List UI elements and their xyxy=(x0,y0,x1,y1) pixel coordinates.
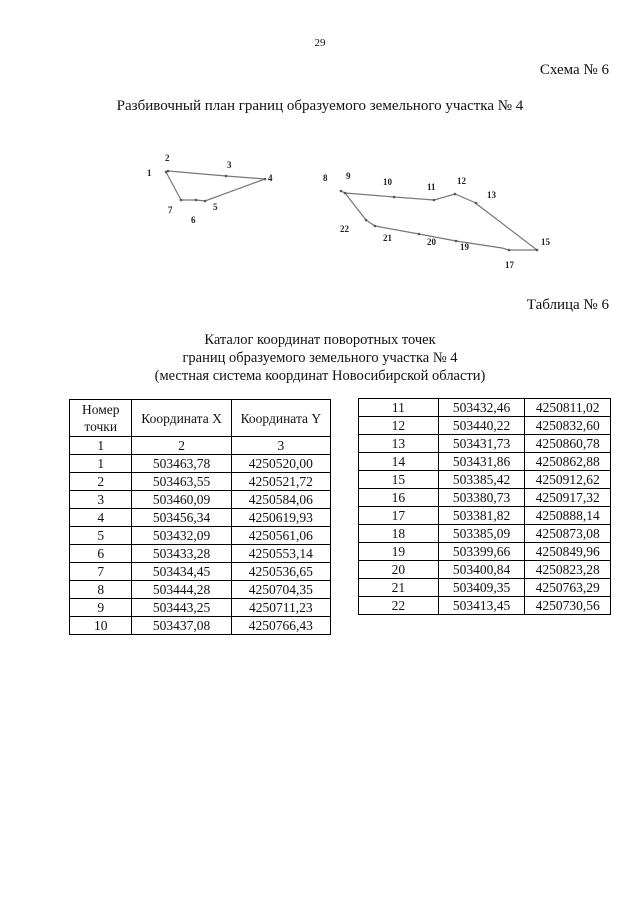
coordinate-y-cell: 4250766,43 xyxy=(231,617,330,635)
coordinate-y-cell: 4250711,23 xyxy=(231,599,330,617)
header-cell: Координата Y xyxy=(231,400,330,437)
coordinate-y-cell: 4250584,06 xyxy=(231,491,330,509)
coordinate-x-cell: 503380,73 xyxy=(438,489,525,507)
point-label: 21 xyxy=(383,233,392,243)
table-row xyxy=(359,579,611,597)
table-row xyxy=(70,527,331,545)
table-row xyxy=(359,561,611,579)
coordinate-x-cell: 503443,25 xyxy=(132,599,231,617)
point-number-cell: 14 xyxy=(359,453,439,471)
point-label: 6 xyxy=(191,215,196,225)
point-label: 8 xyxy=(323,173,328,183)
coordinate-x-cell: 503456,34 xyxy=(132,509,231,527)
coordinate-y-cell: 4250536,65 xyxy=(231,563,330,581)
point-label: 20 xyxy=(427,237,436,247)
scheme-label: Схема № 6 xyxy=(539,62,609,78)
point-number-cell: 18 xyxy=(359,525,439,543)
coordinate-y-cell: 4250521,72 xyxy=(231,473,330,491)
table-row xyxy=(70,617,331,635)
page-number: 29 xyxy=(314,37,326,49)
plan-title: Разбивочный план границ образуемого земельного участка № 4 xyxy=(116,98,524,114)
point-number-cell: 4 xyxy=(70,509,132,527)
point-label: 22 xyxy=(340,224,349,234)
coordinate-x-cell: 503385,09 xyxy=(438,525,525,543)
point-number-cell: 21 xyxy=(359,579,439,597)
coordinates-table-right xyxy=(358,398,611,615)
coordinate-x-cell: 503431,86 xyxy=(438,453,525,471)
table-right-body xyxy=(359,399,611,615)
coordinate-x-cell: 503440,22 xyxy=(438,417,525,435)
table-row xyxy=(70,509,331,527)
column-number-cell: 3 xyxy=(231,437,330,455)
point-label: 13 xyxy=(487,190,496,200)
table-header-row xyxy=(70,400,331,437)
table-row xyxy=(70,563,331,581)
coordinate-y-cell: 4250619,93 xyxy=(231,509,330,527)
coordinate-x-cell: 503433,28 xyxy=(132,545,231,563)
point-number-cell: 1 xyxy=(70,455,132,473)
table-row xyxy=(359,597,611,615)
layout-plan-drawing xyxy=(0,140,640,280)
coordinate-y-cell: 4250917,32 xyxy=(525,489,611,507)
point-number-cell: 15 xyxy=(359,471,439,489)
coordinate-y-cell: 4250849,96 xyxy=(525,543,611,561)
coordinate-y-cell: 4250561,06 xyxy=(231,527,330,545)
coordinate-x-cell: 503399,66 xyxy=(438,543,525,561)
coordinate-x-cell: 503437,08 xyxy=(132,617,231,635)
coordinate-x-cell: 503381,82 xyxy=(438,507,525,525)
table-row xyxy=(359,417,611,435)
point-label: 12 xyxy=(457,176,466,186)
coordinate-x-cell: 503409,35 xyxy=(438,579,525,597)
coordinate-x-cell: 503434,45 xyxy=(132,563,231,581)
table-row xyxy=(70,455,331,473)
table-row xyxy=(70,491,331,509)
table-row xyxy=(359,435,611,453)
point-number-cell: 3 xyxy=(70,491,132,509)
table-row xyxy=(359,543,611,561)
coordinate-y-cell: 4250832,60 xyxy=(525,417,611,435)
point-label: 3 xyxy=(227,160,232,170)
table-row xyxy=(359,471,611,489)
point-number-cell: 6 xyxy=(70,545,132,563)
table-row xyxy=(359,453,611,471)
point-number-cell: 20 xyxy=(359,561,439,579)
coordinate-y-cell: 4250763,29 xyxy=(525,579,611,597)
coordinate-x-cell: 503400,84 xyxy=(438,561,525,579)
point-number-cell: 9 xyxy=(70,599,132,617)
point-number-cell: 8 xyxy=(70,581,132,599)
coordinate-x-cell: 503463,78 xyxy=(132,455,231,473)
point-label: 1 xyxy=(147,168,152,178)
point-number-cell: 16 xyxy=(359,489,439,507)
point-number-cell: 2 xyxy=(70,473,132,491)
header-cell: Координата X xyxy=(132,400,231,437)
point-label: 15 xyxy=(541,237,550,247)
coordinate-y-cell: 4250912,62 xyxy=(525,471,611,489)
point-label: 17 xyxy=(505,260,514,270)
table-row xyxy=(70,545,331,563)
point-number-cell: 5 xyxy=(70,527,132,545)
point-label: 9 xyxy=(346,171,351,181)
point-number-cell: 10 xyxy=(70,617,132,635)
coordinate-x-cell: 503413,45 xyxy=(438,597,525,615)
coordinate-y-cell: 4250862,88 xyxy=(525,453,611,471)
table-row xyxy=(359,507,611,525)
table-row xyxy=(70,599,331,617)
table-row xyxy=(70,581,331,599)
coordinate-y-cell: 4250888,14 xyxy=(525,507,611,525)
table-row xyxy=(70,473,331,491)
point-labels xyxy=(147,153,551,270)
coordinate-y-cell: 4250553,14 xyxy=(231,545,330,563)
point-number-cell: 7 xyxy=(70,563,132,581)
point-number-cell: 12 xyxy=(359,417,439,435)
coordinates-table-left xyxy=(69,399,331,635)
catalog-coordinate-system: (местная система координат Новосибирской области) xyxy=(154,368,486,384)
table-label: Таблица № 6 xyxy=(526,297,609,313)
plot-a-boundary xyxy=(166,171,265,201)
point-number-cell: 13 xyxy=(359,435,439,453)
table-row xyxy=(359,525,611,543)
catalog-title: Каталог координат поворотных точек xyxy=(204,332,436,348)
coordinate-x-cell: 503432,46 xyxy=(438,399,525,417)
coordinate-y-cell: 4250730,56 xyxy=(525,597,611,615)
point-number-cell: 11 xyxy=(359,399,439,417)
point-label: 19 xyxy=(460,242,469,252)
coordinate-y-cell: 4250704,35 xyxy=(231,581,330,599)
point-number-cell: 19 xyxy=(359,543,439,561)
coordinate-x-cell: 503463,55 xyxy=(132,473,231,491)
coordinate-y-cell: 4250520,00 xyxy=(231,455,330,473)
column-number-cell: 1 xyxy=(70,437,132,455)
column-number-row xyxy=(70,437,331,455)
vertex-markers xyxy=(165,170,539,252)
coordinate-x-cell: 503460,09 xyxy=(132,491,231,509)
point-label: 11 xyxy=(427,182,436,192)
point-number-cell: 17 xyxy=(359,507,439,525)
point-label: 2 xyxy=(165,153,170,163)
table-row xyxy=(359,399,611,417)
coordinate-y-cell: 4250823,28 xyxy=(525,561,611,579)
coordinate-x-cell: 503432,09 xyxy=(132,527,231,545)
point-label: 5 xyxy=(213,202,218,212)
point-label: 7 xyxy=(168,205,173,215)
coordinate-x-cell: 503444,28 xyxy=(132,581,231,599)
coordinate-x-cell: 503385,42 xyxy=(438,471,525,489)
coordinate-y-cell: 4250873,08 xyxy=(525,525,611,543)
coordinate-y-cell: 4250860,78 xyxy=(525,435,611,453)
point-label: 10 xyxy=(383,177,392,187)
coordinate-y-cell: 4250811,02 xyxy=(525,399,611,417)
plot-b-boundary xyxy=(341,191,537,250)
table-row xyxy=(359,489,611,507)
header-cell: Номер точки xyxy=(70,400,132,437)
coordinate-x-cell: 503431,73 xyxy=(438,435,525,453)
table-left-body xyxy=(70,455,331,635)
column-number-cell: 2 xyxy=(132,437,231,455)
point-number-cell: 22 xyxy=(359,597,439,615)
catalog-subtitle: границ образуемого земельного участка № 4 xyxy=(182,350,458,366)
point-label: 4 xyxy=(268,173,273,183)
